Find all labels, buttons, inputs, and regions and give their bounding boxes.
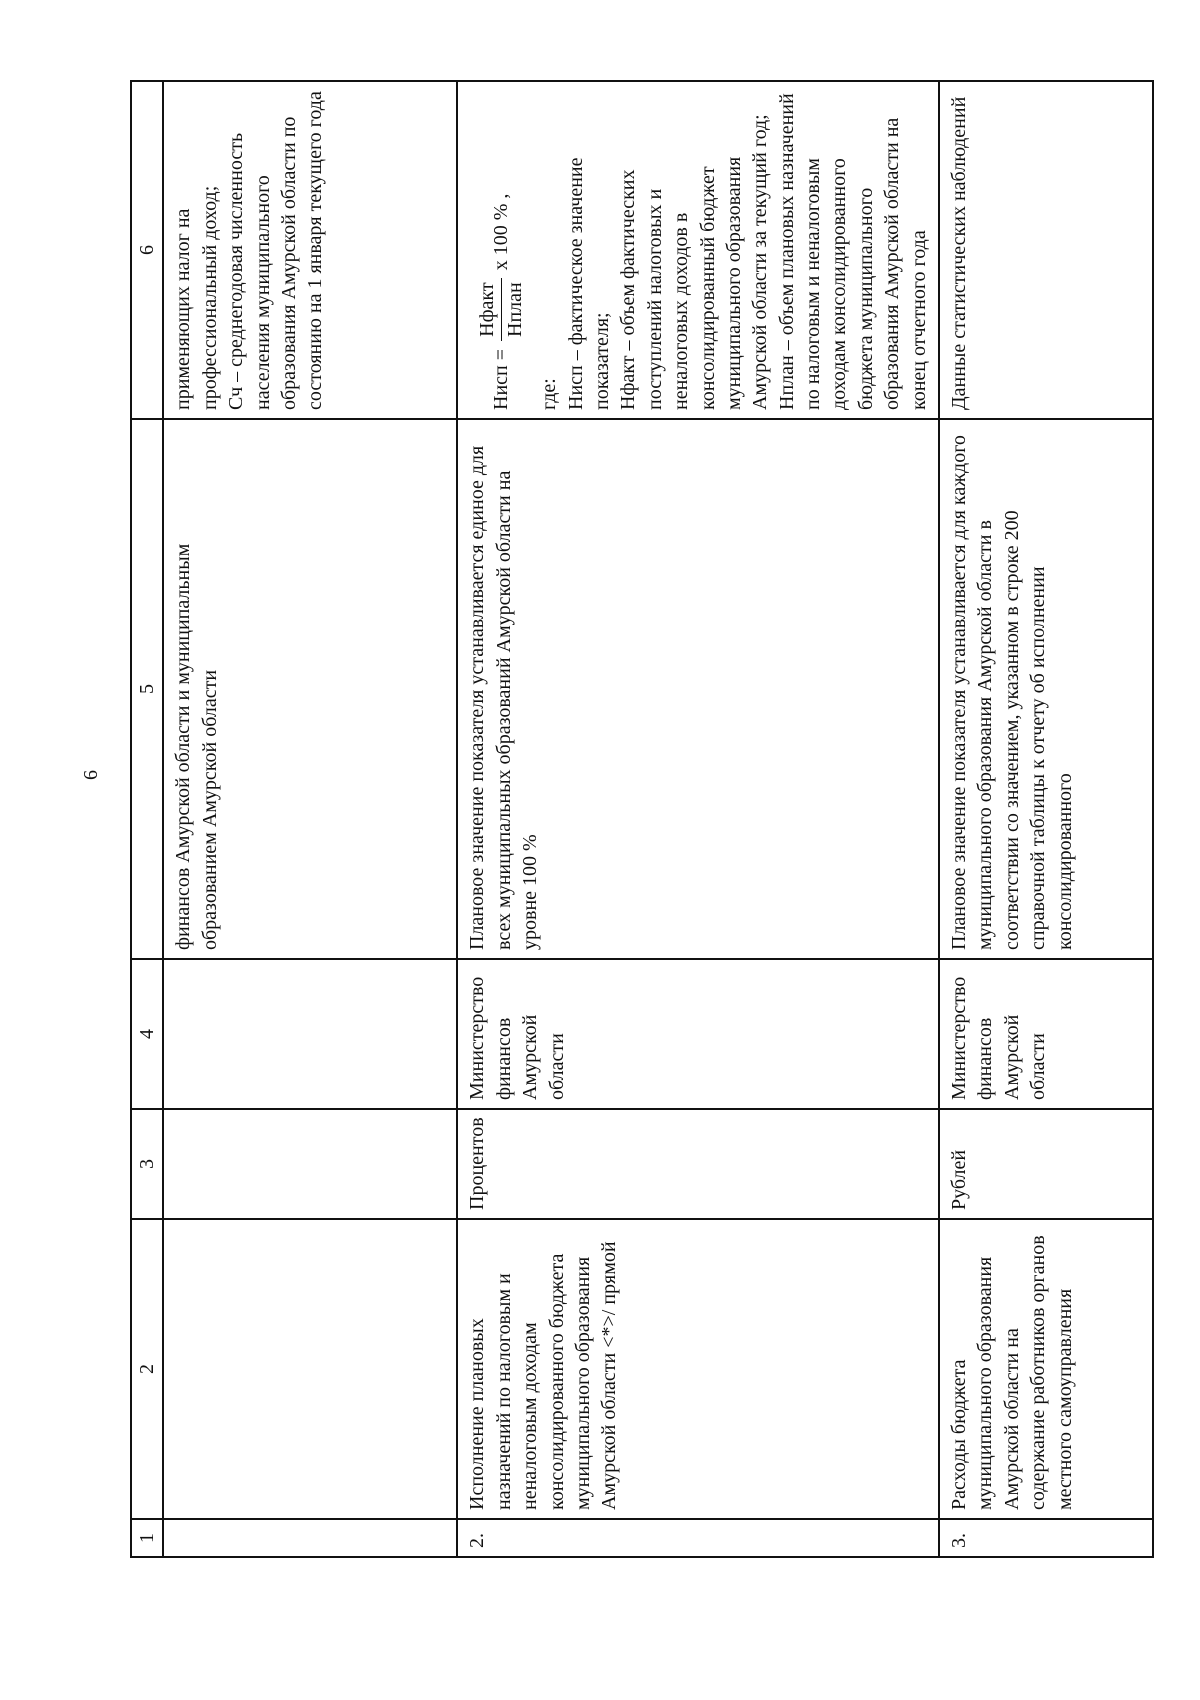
header-col-4: 4: [131, 959, 163, 1109]
formula-numerator: Нфакт: [474, 278, 501, 340]
cell-unit: Рублей: [939, 1109, 1153, 1219]
cell-source: Министерство финансов Амурской области: [939, 959, 1153, 1109]
header-row: [131, 81, 163, 1557]
cell-method-container: [457, 81, 939, 419]
formula: [474, 90, 528, 410]
formula-lhs: Нисп =: [490, 348, 513, 410]
table-row-continuation: [163, 81, 457, 1557]
cell-method: Данные статистических наблюдений: [939, 81, 1153, 419]
cell-unit: Процентов: [457, 1109, 939, 1219]
cell-num: 2.: [457, 1519, 939, 1557]
formula-rhs: x 100 % ,: [490, 193, 513, 271]
header-col-6: 6: [131, 81, 163, 419]
cell-source: Министерство финансов Амурской области: [457, 959, 939, 1109]
header-col-3: 3: [131, 1109, 163, 1219]
cell-name: [163, 1219, 457, 1519]
page-number: 6: [80, 770, 102, 780]
cell-source: [163, 959, 457, 1109]
formula-denominator: Нплан: [503, 282, 526, 337]
header-col-5: 5: [131, 419, 163, 959]
cell-plan: Плановое значение показателя устанавливается для каждого муниципального образования Амурской области в соответствии со значением, указанном в строке 200 справочной таблицы к отчету об исполнении консолидированного: [939, 419, 1153, 959]
cell-num: 3.: [939, 1519, 1153, 1557]
cell-num: [163, 1519, 457, 1557]
header-col-2: 2: [131, 1219, 163, 1519]
cell-plan: Плановое значение показателя устанавливается единое для всех муниципальных образований Амурской области на уровне 100 %: [457, 419, 939, 959]
cell-unit: [163, 1109, 457, 1219]
table-row-3: [939, 81, 1153, 1557]
cell-name: Расходы бюджета муниципального образования Амурской области на содержание работников органов местного самоуправления: [939, 1219, 1153, 1519]
header-col-1: 1: [131, 1519, 163, 1557]
cell-method: применяющих налог на профессиональный доход; Сч – среднегодовая численность населения муниципального образования Амурской области по состоянию на 1 января текущего года: [163, 81, 457, 419]
rotated-table-container: [130, 80, 1080, 1558]
cell-plan: финансов Амурской области и муниципальным образованием Амурской области: [163, 419, 457, 959]
indicators-table: [130, 80, 1154, 1558]
cell-method: где: Нисп – фактическое значение показателя; Нфакт – объем фактических поступлений налоговых и неналоговых доходов в консолидированный бюджет муниципального образования Амурской области за текущий год; Нплан – объем плановых назначений по налоговым и неналоговым доходам консолидированного бюджета муниципального образования Амурской области на конец отчетного года: [538, 93, 930, 410]
cell-name: Исполнение плановых назначений по налоговым и неналоговым доходам консолидированного бюджета муниципального образования Амурской области <*>/ прямой: [457, 1219, 939, 1519]
table-row-2: [457, 81, 939, 1557]
formula-fraction: [474, 278, 528, 341]
